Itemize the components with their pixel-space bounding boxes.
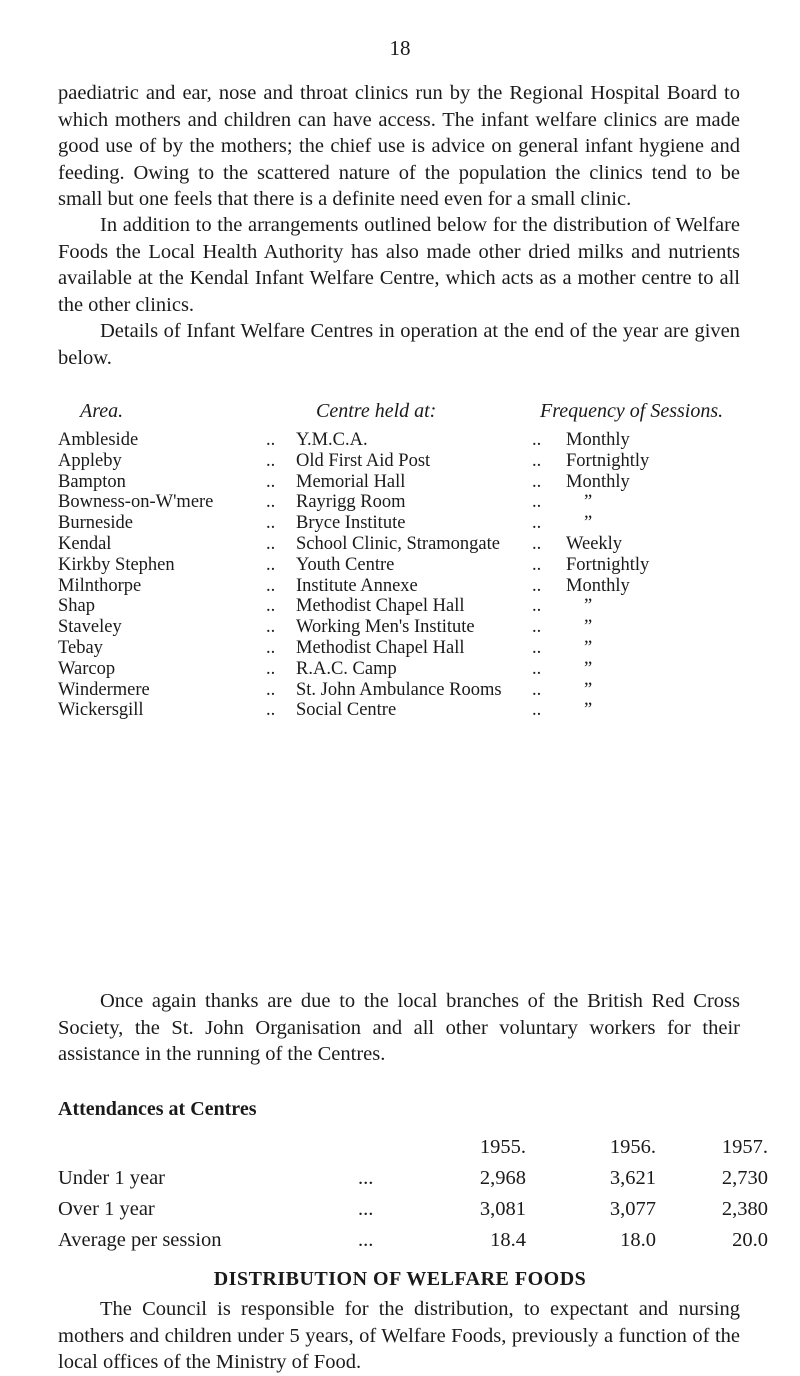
attendances-row — [58, 1198, 768, 1229]
leader-dots: .. — [266, 658, 276, 679]
attendances-row — [58, 1229, 768, 1260]
intro-paragraph: paediatric and ear, nose and throat clinics run by the Regional Hospital Board to which mothers and children can have access. The infant welfare clinics are made good use of by the mothers; the chief use is advice on general infant hygiene and feeding. Owing to the scattered nature of the population the clinics tend to be small but one feels that there is a definite need even for a small clinic. — [58, 82, 740, 211]
centre-area: Bowness-on-W'mere — [58, 492, 214, 513]
attendances-row — [58, 1167, 768, 1198]
leader-dots: .. — [532, 658, 542, 679]
centre-row — [58, 659, 748, 680]
centre-location: Methodist Chapel Hall — [296, 637, 465, 658]
centre-area: Warcop — [58, 658, 116, 679]
centre-location: School Clinic, Stramongate — [296, 533, 500, 554]
centre-area: Wickersgill — [58, 700, 144, 721]
centre-row — [58, 513, 748, 534]
leader-dots: .. — [266, 575, 276, 596]
header-frequency: Frequency of Sessions. — [540, 400, 724, 422]
centre-frequency: ” — [584, 658, 593, 679]
leader-dots: .. — [532, 533, 542, 554]
row-value: 3,077 — [609, 1198, 656, 1220]
centre-frequency: ” — [584, 513, 593, 534]
centre-location: Working Men's Institute — [296, 617, 475, 638]
centre-frequency: Monthly — [566, 471, 630, 492]
leader-dots: .. — [532, 617, 542, 638]
leader-dots: .. — [266, 513, 276, 534]
centre-location: R.A.C. Camp — [296, 658, 397, 679]
centre-area: Staveley — [58, 617, 122, 638]
leader-dots: .. — [532, 492, 542, 513]
row-leader: ... — [358, 1167, 374, 1189]
leader-dots: .. — [266, 679, 276, 700]
row-value: 18.4 — [490, 1229, 526, 1251]
details-paragraph: Details of Infant Welfare Centres in operation at the end of the year are given below. — [58, 320, 740, 369]
centres-table-body — [58, 430, 748, 721]
centre-frequency: ” — [584, 596, 593, 617]
row-value: 20.0 — [732, 1229, 768, 1251]
leader-dots: .. — [532, 450, 542, 471]
centre-area: Tebay — [58, 637, 103, 658]
centre-row — [58, 555, 748, 576]
row-label: Under 1 year — [58, 1167, 166, 1189]
row-label: Over 1 year — [58, 1198, 155, 1220]
row-value: 3,081 — [479, 1198, 526, 1220]
centre-area: Shap — [58, 596, 95, 617]
centre-frequency: ” — [584, 637, 593, 658]
leader-dots: .. — [532, 679, 542, 700]
leader-dots: .. — [532, 637, 542, 658]
centre-location: Memorial Hall — [296, 471, 406, 492]
centre-area: Kirkby Stephen — [58, 554, 175, 575]
row-label: Average per session — [58, 1229, 222, 1251]
centre-area: Milnthorpe — [58, 575, 142, 596]
welfare-foods-paragraph: In addition to the arrangements outlined below for the distribution of Welfare Foods the Local Health Authority has also made other dried milks and nutrients available at the Kendal Infant Welfare Centre, which acts as a mother centre to all the other clinics. — [58, 214, 740, 316]
centre-frequency: ” — [584, 679, 593, 700]
centres-table — [58, 400, 748, 721]
leader-dots: .. — [532, 596, 542, 617]
row-leader: ... — [358, 1198, 374, 1220]
row-value: 2,380 — [721, 1198, 768, 1220]
centre-row — [58, 472, 748, 493]
leader-dots: .. — [266, 471, 276, 492]
centre-frequency: Monthly — [566, 575, 630, 596]
centre-area: Windermere — [58, 679, 150, 700]
centre-area: Kendal — [58, 533, 112, 554]
centre-frequency: ” — [584, 700, 593, 721]
centre-location: St. John Ambulance Rooms — [296, 679, 502, 700]
centre-row — [58, 596, 748, 617]
year-1957: 1957. — [721, 1136, 768, 1158]
leader-dots: .. — [532, 554, 542, 575]
centre-row — [58, 617, 748, 638]
centre-frequency: Fortnightly — [566, 450, 650, 471]
leader-dots: .. — [266, 700, 276, 721]
centre-area: Burneside — [58, 513, 134, 534]
leader-dots: .. — [266, 554, 276, 575]
row-value: 2,730 — [721, 1167, 768, 1189]
year-1955: 1955. — [479, 1136, 526, 1158]
row-value: 3,621 — [609, 1167, 656, 1189]
centre-location: Social Centre — [296, 700, 397, 721]
centres-table-header — [58, 400, 748, 430]
attendances-title: Attendances at Centres — [58, 1098, 257, 1120]
page-number: 18 — [389, 36, 411, 60]
attendances-header-row — [58, 1136, 768, 1167]
leader-dots: .. — [532, 513, 542, 534]
attendances-table — [58, 1136, 768, 1260]
header-area: Area. — [80, 400, 124, 422]
leader-dots: .. — [266, 450, 276, 471]
row-value: 2,968 — [479, 1167, 526, 1189]
welfare-foods-distribution-paragraph: The Council is responsible for the distribution, to expectant and nursing mothers and children under 5 years, of Welfare Foods, previously a function of the local offices of the Ministry of Food. — [58, 1298, 740, 1374]
leader-dots: .. — [266, 617, 276, 638]
centre-area: Ambleside — [58, 430, 139, 450]
centre-frequency: Weekly — [566, 533, 623, 554]
leader-dots: .. — [266, 492, 276, 513]
centre-row — [58, 638, 748, 659]
welfare-foods-heading: DISTRIBUTION OF WELFARE FOODS — [213, 1268, 587, 1290]
leader-dots: .. — [532, 430, 542, 450]
centre-row — [58, 576, 748, 597]
centre-location: Old First Aid Post — [296, 450, 431, 471]
centre-row — [58, 680, 748, 701]
centre-row — [58, 700, 748, 721]
year-1956: 1956. — [609, 1136, 656, 1158]
centre-location: Methodist Chapel Hall — [296, 596, 465, 617]
leader-dots: .. — [532, 700, 542, 721]
row-value: 18.0 — [620, 1229, 656, 1251]
centre-row — [58, 492, 748, 513]
centre-row — [58, 534, 748, 555]
centre-location: Y.M.C.A. — [296, 430, 368, 450]
centre-frequency: ” — [584, 492, 593, 513]
centre-area: Appleby — [58, 450, 122, 471]
header-centre: Centre held at: — [316, 400, 437, 422]
centre-location: Bryce Institute — [296, 513, 406, 534]
leader-dots: .. — [266, 533, 276, 554]
centre-frequency: ” — [584, 617, 593, 638]
leader-dots: .. — [266, 637, 276, 658]
leader-dots: .. — [532, 471, 542, 492]
leader-dots: .. — [266, 430, 276, 450]
centre-frequency: Fortnightly — [566, 554, 650, 575]
thanks-paragraph: Once again thanks are due to the local branches of the British Red Cross Society, the St. John Organisation and all other voluntary workers for their assistance in the running of the Centres. — [58, 990, 740, 1066]
centre-row — [58, 451, 748, 472]
centre-area: Bampton — [58, 471, 126, 492]
centre-location: Institute Annexe — [296, 575, 418, 596]
centre-location: Rayrigg Room — [296, 492, 406, 513]
centre-frequency: Monthly — [566, 430, 630, 450]
centre-row — [58, 430, 748, 451]
leader-dots: .. — [532, 575, 542, 596]
centre-location: Youth Centre — [296, 554, 395, 575]
leader-dots: .. — [266, 596, 276, 617]
row-leader: ... — [358, 1229, 374, 1251]
